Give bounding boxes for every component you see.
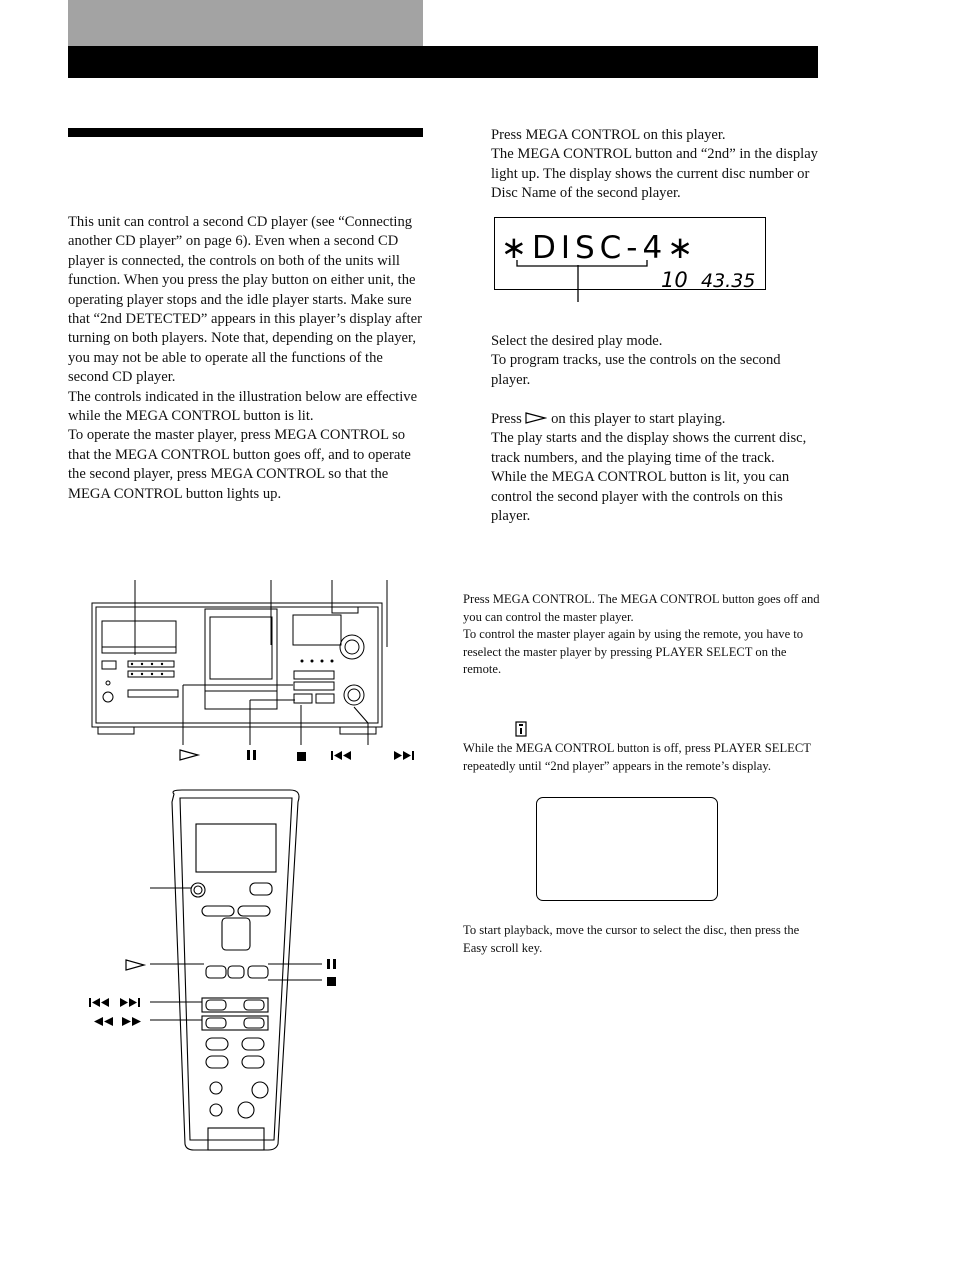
step-1-title: Press MEGA CONTROL on this player.	[491, 127, 726, 143]
play-triangle-icon	[124, 958, 148, 972]
fast-forward-icon	[120, 1016, 144, 1028]
pause-icon	[246, 749, 258, 761]
header-bar	[68, 46, 818, 78]
step-1	[491, 126, 821, 204]
previous-track-icon	[88, 997, 112, 1009]
remote-illustration	[90, 788, 350, 1158]
step-2-title: Select the desired play mode.	[491, 333, 663, 349]
intro-text	[68, 213, 424, 504]
section-rule	[68, 128, 423, 137]
next-track-icon	[118, 997, 142, 1009]
intro-paragraph-2: The controls indicated in the illustration below are effective while the MEGA CONTROL button is lit.	[68, 388, 418, 425]
pause-icon	[326, 958, 338, 970]
master-note-2: To control the master player again by using the remote, you have to reselect the master player by pressing PLAYER SELECT on the remote.	[463, 627, 804, 677]
display-time: 43.35	[701, 270, 756, 291]
next-track-icon	[392, 750, 416, 762]
intro-paragraph-3: To operate the master player, press MEGA CONTROL so that the MEGA CONTROL button goes off, and to operate the second player, press MEGA CONTROL so that the MEGA CONTROL button lights up.	[68, 427, 411, 502]
header-tab	[68, 0, 423, 46]
master-note-1: Press MEGA CONTROL. The MEGA CONTROL button goes off and you can control the master player.	[463, 592, 820, 624]
rewind-icon	[92, 1016, 116, 1028]
step-3-detail-1: The play starts and the display shows the current disc, track numbers, and the playing time of the track.	[491, 430, 807, 466]
remote-note-1: While the MEGA CONTROL button is off, press PLAYER SELECT repeatedly until “2nd player” appears in the remote’s display.	[463, 741, 811, 773]
stop-square-icon	[326, 976, 338, 988]
step-2	[491, 332, 821, 390]
step-3-title: Press on this player to start playing.	[491, 411, 726, 427]
display-pointer	[570, 264, 586, 304]
step-1-detail: The MEGA CONTROL button and “2nd” in the display light up. The display shows the current disc number or Disc Name of the second player.	[491, 146, 818, 202]
master-note	[463, 591, 823, 679]
intro-paragraph-1: This unit can control a second CD player (see “Connecting another CD player” on page 6). Even when a second CD player is connected, the controls on both of the units will function. When you press the play button on either unit, the operating player stops and the idle player starts. Make sure that “2nd DETECTED” appears in this player’s display after turning on both players. Note that, depending on the player, you may not be able to operate all the functions of the second CD player.	[68, 214, 422, 386]
display-track-number: 10	[661, 268, 688, 291]
step-3-detail-2: While the MEGA CONTROL button is lit, you can control the second player with the controls on this player.	[491, 469, 790, 525]
stop-square-icon	[296, 751, 308, 763]
step-2-detail: To program tracks, use the controls on the second player.	[491, 352, 781, 388]
step-3	[491, 410, 821, 526]
remote-note-2: To start playback, move the cursor to select the disc, then press the Easy scroll key.	[463, 923, 800, 955]
remote-note	[463, 740, 823, 775]
remote-note-bottom	[463, 922, 823, 957]
remote-control-icon	[515, 721, 527, 737]
remote-display-illustration	[536, 797, 718, 901]
previous-track-icon	[330, 750, 354, 762]
cd-player-illustration	[88, 575, 428, 770]
display-main-text: ∗DISC-4∗	[501, 230, 699, 266]
play-triangle-icon	[178, 748, 202, 762]
play-triangle-icon	[525, 412, 547, 424]
display-illustration	[494, 217, 766, 290]
